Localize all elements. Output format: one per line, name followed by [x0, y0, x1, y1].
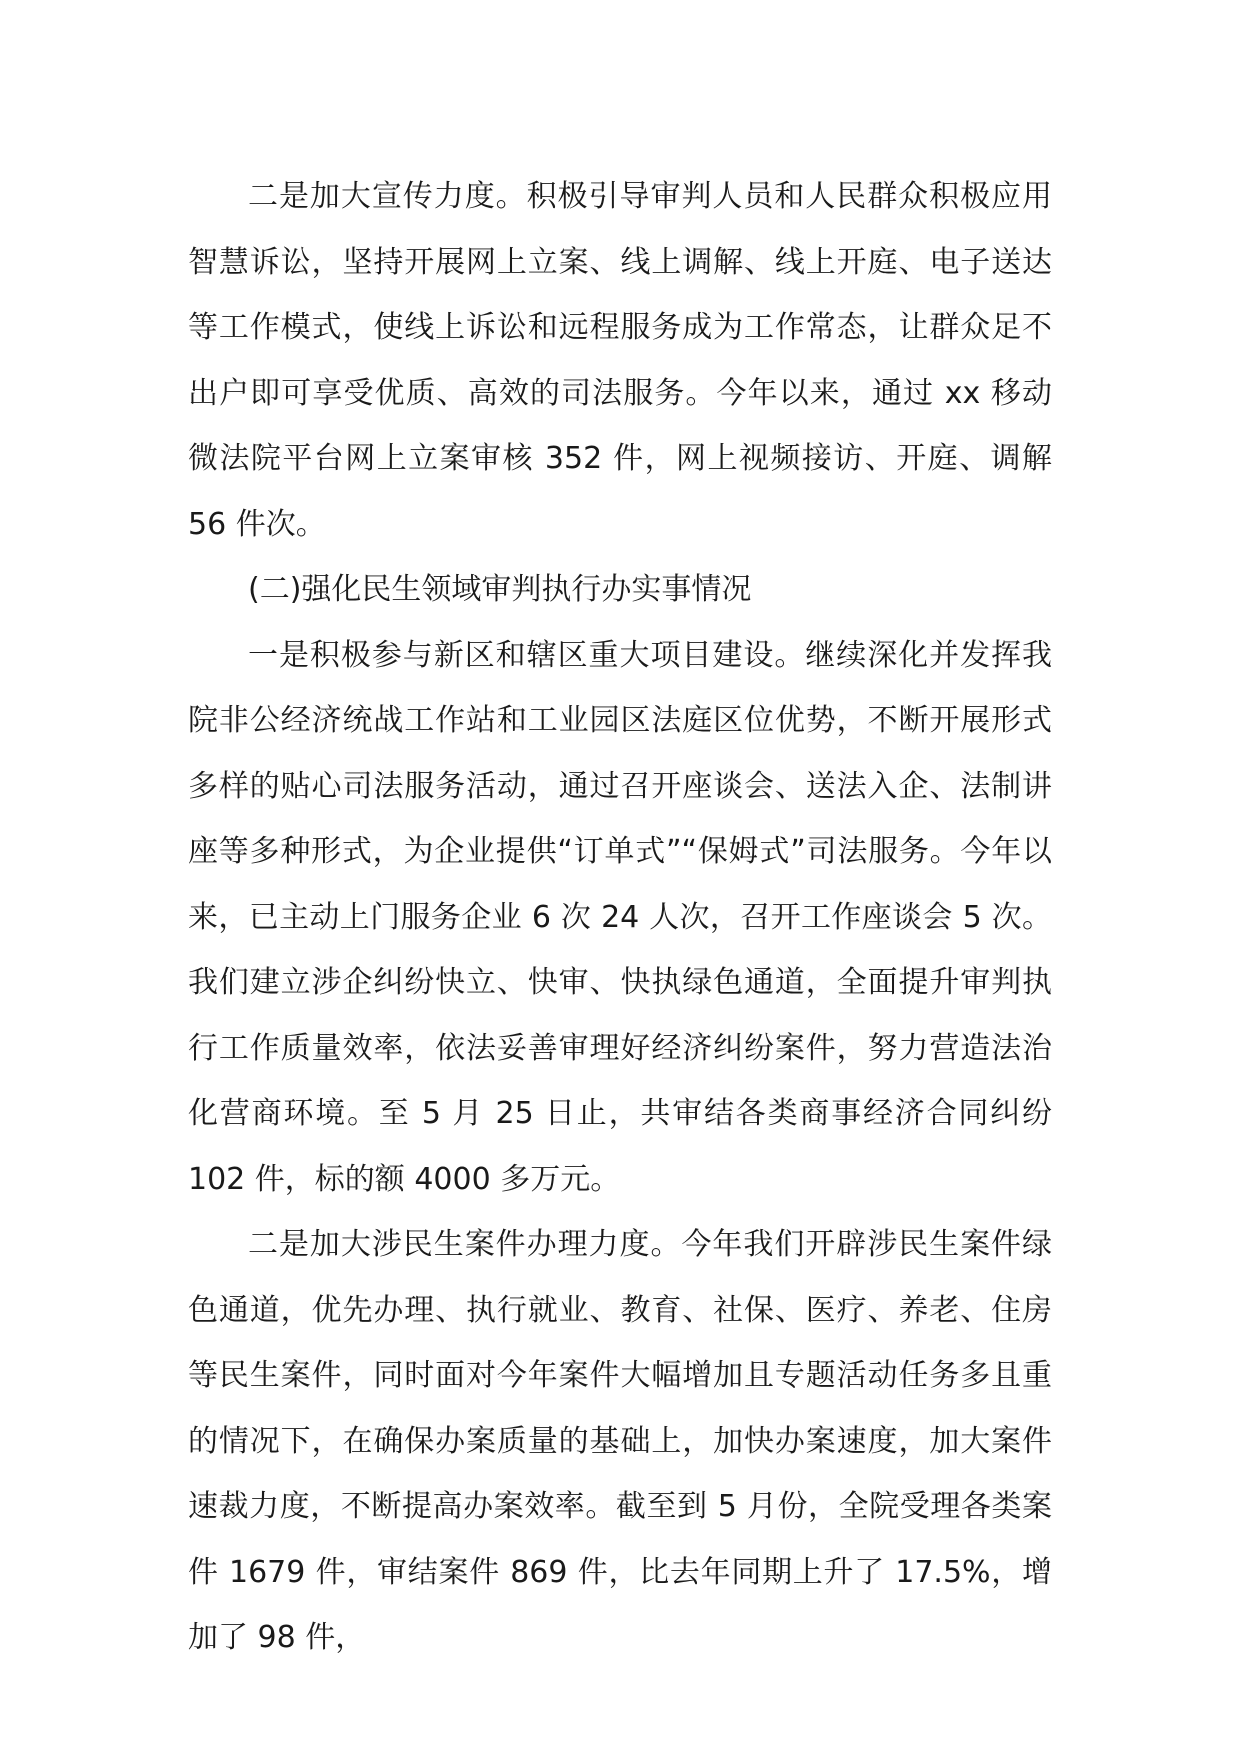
paragraph-publicity: 二是加大宣传力度。积极引导审判人员和人民群众积极应用智慧诉讼，坚持开展网上立案、线上调解、线上开庭、电子送达等工作模式，使线上诉讼和远程服务成为工作常态，让群众足不出户即可享受优质、高效的司法服务。今年以来，通过 xx 移动微法院平台网上立案审核 352 件，网上视频接访、开庭、调解 56 件次。 [188, 179, 1052, 542]
document-body [188, 164, 1052, 1671]
paragraph-major-projects: 一是积极参与新区和辖区重大项目建设。继续深化并发挥我院非公经济统战工作站和工业园区法庭区位优势，不断开展形式多样的贴心司法服务活动，通过召开座谈会、送法入企、法制讲座等多种形式，为企业提供“订单式”“保姆式”司法服务。今年以来，已主动上门服务企业 6 次 24 人次，召开工作座谈会 5 次。我们建立涉企纠纷快立、快审、快执绿色通道，全面提升审判执行工作质量效率，依法妥善审理好经济纠纷案件，努力营造法治化营商环境。至 5 月 25 日止，共审结各类商事经济合同纠纷 102 件，标的额 4000 多万元。 [188, 637, 1052, 1197]
section-heading: (二)强化民生领域审判执行办实事情况 [248, 572, 752, 607]
paragraph-livelihood-cases: 二是加大涉民生案件办理力度。今年我们开辟涉民生案件绿色通道，优先办理、执行就业、教育、社保、医疗、养老、住房等民生案件，同时面对今年案件大幅增加且专题活动任务多且重的情况下，在确保办案质量的基础上，加快办案速度，加大案件速裁力度，不断提高办案效率。截至到 5 月份，全院受理各类案件 1679 件，审结案件 869 件，比去年同期上升了 17.5%，增加了 98 件， [188, 1227, 1052, 1655]
